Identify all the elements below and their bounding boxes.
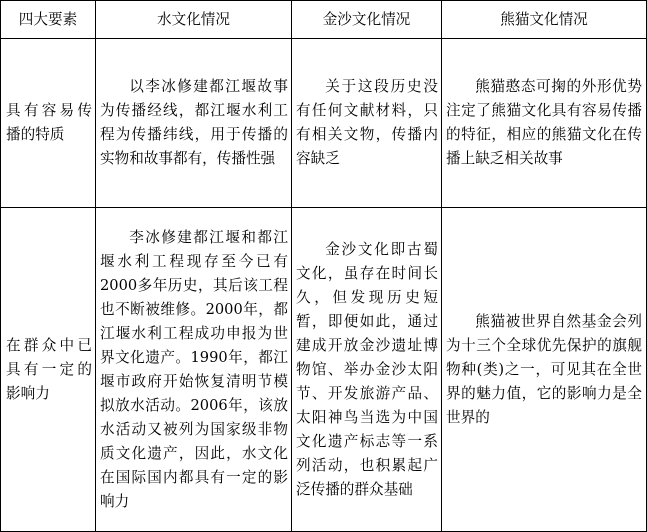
header-water: 水文化情况 — [157, 10, 230, 28]
row2-panda — [446, 208, 642, 531]
row2-factor — [6, 208, 92, 531]
header-factor: 四大要素 — [18, 10, 78, 28]
row2-jinsha-text: 金沙文化即古蜀文化，虽存在时间长久，但发现历史短暂，即便如此，通过建成开放金沙遗址博物馆、举办金沙太阳节、开发旅游产品、太阳神鸟当选为中国文化遗产标志等一系列活动，也积累起广泛传播的群众基础 — [296, 240, 438, 498]
row1-panda-text: 熊猫憨态可掬的外形优势注定了熊猫文化具有容易传播的特征，相应的熊猫文化在传播上缺乏相关故事 — [446, 78, 642, 167]
row2-jinsha — [296, 208, 438, 531]
row2-panda-text: 熊猫被世界自然基金会列为十三个全球优先保护的旗舰物种(类)之一，可见其在全世界的魅力值，它的影响力是全世界的 — [446, 312, 642, 426]
table-rule-col2 — [291, 0, 292, 532]
header-panda: 熊猫文化情况 — [500, 10, 588, 28]
row1-jinsha — [296, 39, 438, 207]
header-jinsha: 金沙文化情况 — [322, 10, 411, 28]
row1-jinsha-text: 关于这段历史没有任何文献材料，只有相关文物，传播内容缺乏 — [296, 78, 438, 167]
table-rule-col1 — [95, 0, 96, 532]
row1-water — [100, 39, 288, 207]
row1-water-text: 以李冰修建都江堰故事为传播经线，都江堰水利工程为传播纬线，用于传播的实物和故事都有，传播性强 — [100, 78, 288, 167]
table-rule-left — [0, 0, 1, 532]
row2-water-text: 李冰修建都江堰和都江堰水利工程现存至今已有2000多年历史，其后该工程也不断被维修。2000年，都江堰水利工程成功申报为世界文化遗产。1990年，都江堰市政府开始恢复清明节模拟放水活动。2006年，该放水活动又被列为国家级非物质文化遗产，因此，水文化在国际国内都具有一定的影响力 — [100, 228, 288, 510]
table-rule-col3 — [441, 0, 442, 532]
row2-factor-text: 在群众中已具有一定的影响力 — [6, 336, 92, 402]
row1-panda — [446, 39, 642, 207]
row1-factor-text: 具有容易传播的特质 — [6, 102, 92, 143]
row2-water — [100, 208, 288, 531]
row1-factor — [6, 39, 92, 207]
